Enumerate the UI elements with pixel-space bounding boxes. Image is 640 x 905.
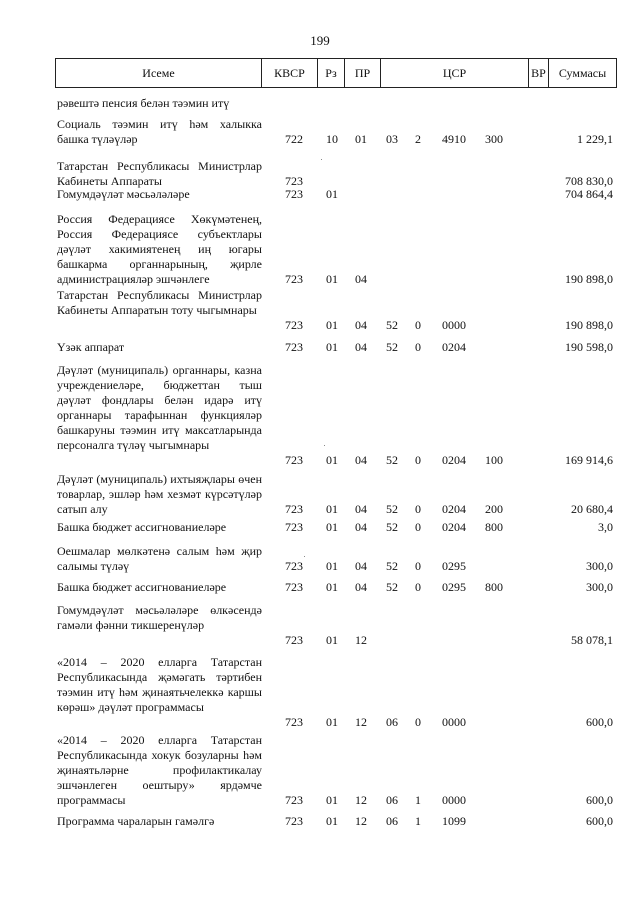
row-rz: 01 bbox=[326, 793, 338, 807]
row-pr: 04 bbox=[355, 502, 367, 516]
row-kvsr: 723 bbox=[285, 520, 303, 534]
table-row bbox=[0, 212, 640, 287]
row-sum: 600,0 bbox=[586, 814, 613, 828]
table-row bbox=[0, 472, 640, 517]
row-rz: 01 bbox=[326, 520, 338, 534]
row-csr3: 0204 bbox=[442, 453, 466, 467]
row-name: Дәүләт (муниципаль) ихтыяҗлары өчен товарлар, эшләр һәм хезмәт күрсәтүләр сатып алу bbox=[57, 472, 262, 516]
row-pr: 12 bbox=[355, 793, 367, 807]
row-csr1: 52 bbox=[386, 502, 398, 516]
table-row bbox=[0, 520, 640, 535]
row-sum: 190 898,0 bbox=[565, 272, 613, 286]
row-sum: 300,0 bbox=[586, 559, 613, 573]
row-csr3: 0295 bbox=[442, 580, 466, 594]
row-csr2: 0 bbox=[415, 580, 421, 594]
row-vr: 300 bbox=[485, 132, 503, 146]
row-sum: 708 830,0 bbox=[565, 174, 613, 188]
row-kvsr: 723 bbox=[285, 187, 303, 201]
row-rz: 01 bbox=[326, 340, 338, 354]
row-kvsr: 723 bbox=[285, 715, 303, 729]
row-kvsr: 723 bbox=[285, 580, 303, 594]
row-kvsr: 722 bbox=[285, 132, 303, 146]
row-name: «2014 – 2020 елларга Татарстан Республикасында җәмәгать тәртибен тәэмин итү һәм җинаятьчелеккә каршы көрәш» дәүләт программасы bbox=[57, 655, 262, 714]
row-sum: 58 078,1 bbox=[571, 633, 613, 647]
row-name: Татарстан Республикасы Министрлар Кабинеты Аппараты bbox=[57, 159, 262, 188]
row-pr: 04 bbox=[355, 580, 367, 594]
row-csr2: 0 bbox=[415, 340, 421, 354]
row-csr1: 03 bbox=[386, 132, 398, 146]
row-pr: 12 bbox=[355, 715, 367, 729]
row-kvsr: 723 bbox=[285, 340, 303, 354]
table-row bbox=[0, 814, 640, 829]
header-csr: ЦСР bbox=[380, 59, 528, 87]
scan-speck bbox=[304, 556, 305, 557]
table-row bbox=[0, 363, 640, 468]
row-csr3: 0000 bbox=[442, 715, 466, 729]
scan-speck bbox=[324, 445, 325, 446]
row-csr3: 0204 bbox=[442, 502, 466, 516]
row-pr: 04 bbox=[355, 340, 367, 354]
row-csr3: 0000 bbox=[442, 318, 466, 332]
table-row bbox=[0, 655, 640, 730]
row-vr: 800 bbox=[485, 520, 503, 534]
page-number: 199 bbox=[310, 33, 330, 48]
table-row bbox=[0, 733, 640, 808]
row-vr: 100 bbox=[485, 453, 503, 467]
table-row bbox=[0, 580, 640, 595]
row-csr2: 0 bbox=[415, 453, 421, 467]
row-name: Татарстан Республикасы Министрлар Кабинеты Аппаратын тоту чыгымнары bbox=[57, 288, 262, 317]
row-name: «2014 – 2020 елларга Татарстан Республикасында хокук бозуларны һәм җинаятьләрне профилактикалау эшчәнлеген оештыру» ярдәмче программасы bbox=[57, 733, 262, 807]
row-rz: 01 bbox=[326, 814, 338, 828]
row-kvsr: 723 bbox=[285, 814, 303, 828]
row-sum: 190 598,0 bbox=[565, 340, 613, 354]
row-rz: 01 bbox=[326, 502, 338, 516]
row-pr: 12 bbox=[355, 814, 367, 828]
table-row bbox=[0, 544, 640, 574]
table-header bbox=[55, 58, 617, 88]
header-vr: ВР bbox=[528, 59, 548, 87]
row-rz: 10 bbox=[326, 132, 338, 146]
row-csr2: 0 bbox=[415, 502, 421, 516]
row-rz: 01 bbox=[326, 453, 338, 467]
row-name: Башка бюджет ассигнованиеләре bbox=[57, 580, 227, 594]
scan-speck bbox=[321, 159, 322, 160]
row-name: Программа чараларын гамәлгә bbox=[57, 814, 215, 828]
row-rz: 01 bbox=[326, 633, 338, 647]
row-kvsr: 723 bbox=[285, 272, 303, 286]
table-row bbox=[0, 340, 640, 355]
row-pr: 01 bbox=[355, 132, 367, 146]
row-csr1: 06 bbox=[386, 793, 398, 807]
row-rz: 01 bbox=[326, 318, 338, 332]
row-sum: 600,0 bbox=[586, 793, 613, 807]
row-csr1: 06 bbox=[386, 715, 398, 729]
table-row bbox=[0, 159, 640, 189]
row-csr3: 0000 bbox=[442, 793, 466, 807]
row-csr2: 0 bbox=[415, 520, 421, 534]
row-sum: 190 898,0 bbox=[565, 318, 613, 332]
table-row bbox=[0, 187, 640, 202]
row-name: Дәүләт (муниципаль) органнары, казна учреждениеләре, бюджеттан тыш дәүләт фондлары белән идарә итү органнары тарафыннан функцияләр башкаруны тәэмин итү максатларында персоналга түләү чыгымнары bbox=[57, 363, 262, 452]
row-csr1: 52 bbox=[386, 520, 398, 534]
row-rz: 01 bbox=[326, 580, 338, 594]
row-sum: 20 680,4 bbox=[571, 502, 613, 516]
row-name: рәвештә пенсия белән тәэмин итү bbox=[57, 96, 230, 110]
row-sum: 169 914,6 bbox=[565, 453, 613, 467]
row-csr1: 06 bbox=[386, 814, 398, 828]
row-sum: 1 229,1 bbox=[577, 132, 613, 146]
row-csr3: 4910 bbox=[442, 132, 466, 146]
row-pr: 04 bbox=[355, 520, 367, 534]
row-vr: 800 bbox=[485, 580, 503, 594]
row-name: Гомумдәүләт мәсьәләләре өлкәсендә гамәли фәнни тикшеренүләр bbox=[57, 603, 262, 632]
header-pr: ПР bbox=[344, 59, 380, 87]
row-csr1: 52 bbox=[386, 340, 398, 354]
row-name: Үзәк аппарат bbox=[57, 340, 125, 354]
row-csr3: 0204 bbox=[442, 340, 466, 354]
row-name: Социаль тәэмин итү һәм халыкка башка түләүләр bbox=[57, 117, 262, 146]
row-name: Башка бюджет ассигнованиеләре bbox=[57, 520, 227, 534]
row-pr: 04 bbox=[355, 559, 367, 573]
row-name: Россия Федерациясе Хөкүмәтенең, Россия Федерациясе субъектлары дәүләт хакимиятенең иң югары башкарма органнарының, җирле администрацияләр эшчәнлеге bbox=[57, 212, 262, 286]
row-pr: 12 bbox=[355, 633, 367, 647]
row-csr1: 52 bbox=[386, 453, 398, 467]
row-csr3: 0204 bbox=[442, 520, 466, 534]
row-pr: 04 bbox=[355, 318, 367, 332]
row-csr2: 0 bbox=[415, 559, 421, 573]
row-csr3: 1099 bbox=[442, 814, 466, 828]
row-rz: 01 bbox=[326, 272, 338, 286]
row-csr1: 52 bbox=[386, 580, 398, 594]
row-vr: 200 bbox=[485, 502, 503, 516]
row-kvsr: 723 bbox=[285, 453, 303, 467]
header-sum: Суммасы bbox=[548, 59, 616, 87]
table-row bbox=[0, 288, 640, 333]
row-csr1: 52 bbox=[386, 318, 398, 332]
row-kvsr: 723 bbox=[285, 502, 303, 516]
row-sum: 600,0 bbox=[586, 715, 613, 729]
row-name: Оешмалар мөлкәтенә салым һәм җир салымы түләү bbox=[57, 544, 262, 573]
row-csr3: 0295 bbox=[442, 559, 466, 573]
header-rz: Рз bbox=[317, 59, 344, 87]
row-sum: 3,0 bbox=[598, 520, 613, 534]
row-kvsr: 723 bbox=[285, 559, 303, 573]
row-csr2: 0 bbox=[415, 318, 421, 332]
row-csr2: 1 bbox=[415, 793, 421, 807]
row-rz: 01 bbox=[326, 715, 338, 729]
row-kvsr: 723 bbox=[285, 633, 303, 647]
row-kvsr: 723 bbox=[285, 318, 303, 332]
table-row bbox=[0, 117, 640, 147]
row-name: Гомумдәүләт мәсьәләләре bbox=[57, 187, 190, 201]
row-sum: 704 864,4 bbox=[565, 187, 613, 201]
row-kvsr: 723 bbox=[285, 174, 303, 188]
row-csr2: 0 bbox=[415, 715, 421, 729]
header-kvsr: КВСР bbox=[261, 59, 317, 87]
row-pr: 04 bbox=[355, 453, 367, 467]
row-csr1: 52 bbox=[386, 559, 398, 573]
row-csr2: 2 bbox=[415, 132, 421, 146]
header-name: Исеме bbox=[142, 66, 175, 80]
row-rz: 01 bbox=[326, 187, 338, 201]
row-rz: 01 bbox=[326, 559, 338, 573]
row-kvsr: 723 bbox=[285, 793, 303, 807]
row-csr2: 1 bbox=[415, 814, 421, 828]
table-row bbox=[0, 96, 640, 111]
row-pr: 04 bbox=[355, 272, 367, 286]
table-row bbox=[0, 603, 640, 648]
row-sum: 300,0 bbox=[586, 580, 613, 594]
